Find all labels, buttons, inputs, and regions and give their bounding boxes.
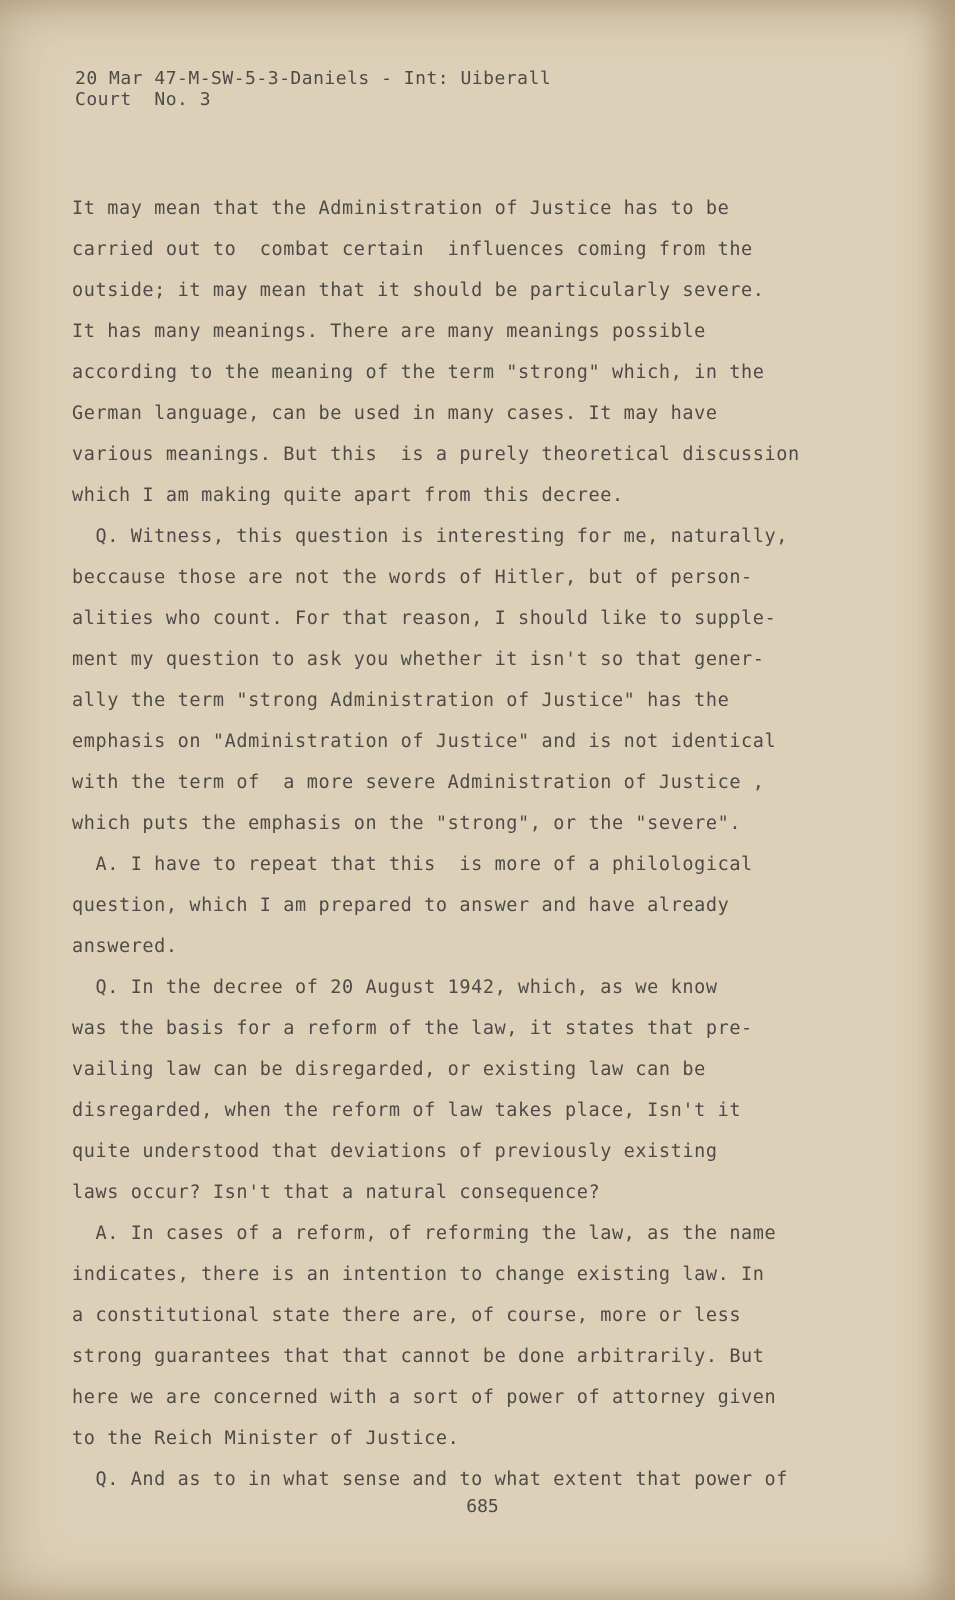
text-line: which puts the emphasis on the "strong", or the "severe". bbox=[72, 813, 742, 834]
text-line: ally the term "strong Administration of Justice" has the bbox=[72, 690, 730, 711]
text-line: carried out to combat certain influences coming from the bbox=[72, 239, 753, 260]
transcript-body bbox=[72, 188, 852, 1500]
text-line: here we are concerned with a sort of power of attorney given bbox=[72, 1387, 777, 1408]
text-line: according to the meaning of the term "strong" which, in the bbox=[72, 362, 765, 383]
text-line: Q. And as to in what sense and to what extent that power of bbox=[72, 1469, 789, 1490]
text-line: German language, can be used in many cases. It may have bbox=[72, 403, 718, 424]
text-line: which I am making quite apart from this decree. bbox=[72, 485, 624, 506]
text-line: beccause those are not the words of Hitler, but of person- bbox=[72, 567, 753, 588]
text-line: various meanings. But this is a purely theoretical discussion bbox=[72, 444, 800, 465]
text-line: Q. Witness, this question is interesting for me, naturally, bbox=[72, 526, 789, 547]
text-line: emphasis on "Administration of Justice" and is not identical bbox=[72, 731, 777, 752]
text-line: It has many meanings. There are many meanings possible bbox=[72, 321, 706, 342]
page-number: 685 bbox=[466, 1496, 499, 1517]
text-line: ment my question to ask you whether it isn't so that gener- bbox=[72, 649, 765, 670]
text-line: with the term of a more severe Administration of Justice , bbox=[72, 772, 765, 793]
text-line: question, which I am prepared to answer and have already bbox=[72, 895, 730, 916]
text-line: laws occur? Isn't that a natural consequence? bbox=[72, 1182, 601, 1203]
text-line: Q. In the decree of 20 August 1942, which, as we know bbox=[72, 977, 718, 998]
header-line-date-case: 20 Mar 47-M-SW-5-3-Daniels - Int: Uiberall bbox=[75, 68, 552, 89]
text-line: quite understood that deviations of previously existing bbox=[72, 1141, 718, 1162]
text-line: vailing law can be disregarded, or existing law can be bbox=[72, 1059, 706, 1080]
text-line: a constitutional state there are, of course, more or less bbox=[72, 1305, 742, 1326]
text-line: indicates, there is an intention to change existing law. In bbox=[72, 1264, 765, 1285]
text-line: outside; it may mean that it should be particularly severe. bbox=[72, 280, 765, 301]
text-line: to the Reich Minister of Justice. bbox=[72, 1428, 460, 1449]
text-line: answered. bbox=[72, 936, 178, 957]
text-line: A. I have to repeat that this is more of a philological bbox=[72, 854, 753, 875]
document-header bbox=[75, 68, 551, 110]
text-line: disregarded, when the reform of law takes place, Isn't it bbox=[72, 1100, 742, 1121]
text-line: It may mean that the Administration of Justice has to be bbox=[72, 198, 730, 219]
text-line: alities who count. For that reason, I should like to supple- bbox=[72, 608, 777, 629]
text-line: was the basis for a reform of the law, it states that pre- bbox=[72, 1018, 753, 1039]
text-line: strong guarantees that that cannot be done arbitrarily. But bbox=[72, 1346, 765, 1367]
text-line: A. In cases of a reform, of reforming the law, as the name bbox=[72, 1223, 777, 1244]
header-line-court: Court No. 3 bbox=[75, 89, 212, 110]
